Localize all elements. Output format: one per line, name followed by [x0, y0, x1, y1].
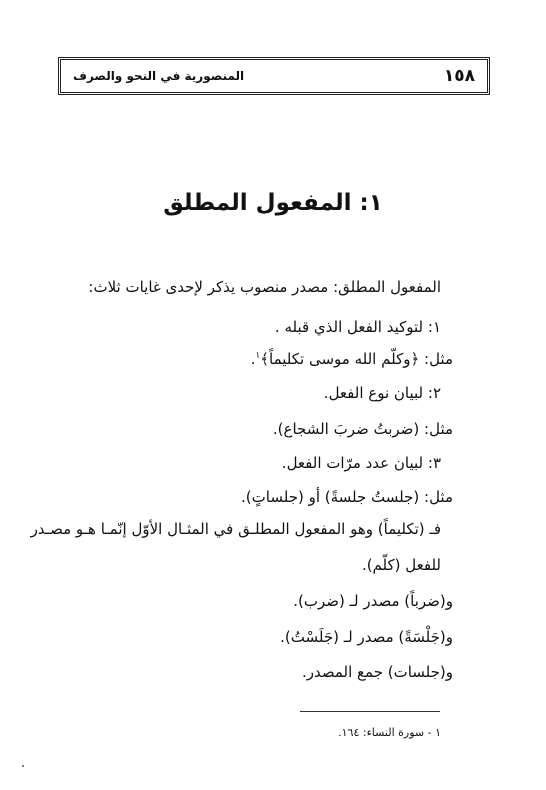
- example-1-text: مثل: ﴿وكلّم الله موسى تكليماً﴾: [260, 350, 453, 368]
- explanation-line-2: للفعل (كلّم).: [361, 556, 441, 574]
- scan-speck: [22, 765, 24, 767]
- page-header: [58, 57, 490, 95]
- explanation-line-5: و(جلسات) جمع المصدر.: [301, 663, 453, 681]
- definition-line: المفعول المطلق: مصدر منصوب يذكر لإحدى غايات ثلاث:: [88, 278, 441, 296]
- book-title: المنصورية في النحو والصرف: [73, 69, 245, 83]
- explanation-line-1: فـ (تكليماً) وهو المفعول المطلـق في المثـال الأوّل إنّمـا هـو مصـدر: [30, 520, 441, 538]
- footnote-marker: ١: [255, 351, 261, 361]
- explanation-line-4: و(جَلْسَةً) مصدر لـ (جَلَسْتُ).: [280, 628, 453, 646]
- footnote: ١ - سورة النساء: ١٦٤.: [338, 726, 441, 739]
- explanation-line-3: و(ضرباً) مصدر لـ (ضرب).: [293, 592, 453, 610]
- purpose-2: ٢: لبيان نوع الفعل.: [323, 384, 441, 402]
- purpose-3: ٣: لبيان عدد مرّات الفعل.: [281, 454, 441, 472]
- chapter-title: ١: المفعول المطلق: [163, 190, 383, 216]
- example-1: [251, 350, 453, 368]
- example-3: مثل: (جلستُ جلسةً) أو (جلساتٍ).: [241, 488, 453, 506]
- page-number: ١٥٨: [443, 66, 475, 86]
- example-1-end: .: [250, 350, 256, 368]
- example-2: مثل: (ضربتُ ضربَ الشجاع).: [272, 420, 453, 438]
- footnote-divider: [300, 711, 440, 712]
- purpose-1: ١: لتوكيد الفعل الذي قبله .: [274, 318, 441, 336]
